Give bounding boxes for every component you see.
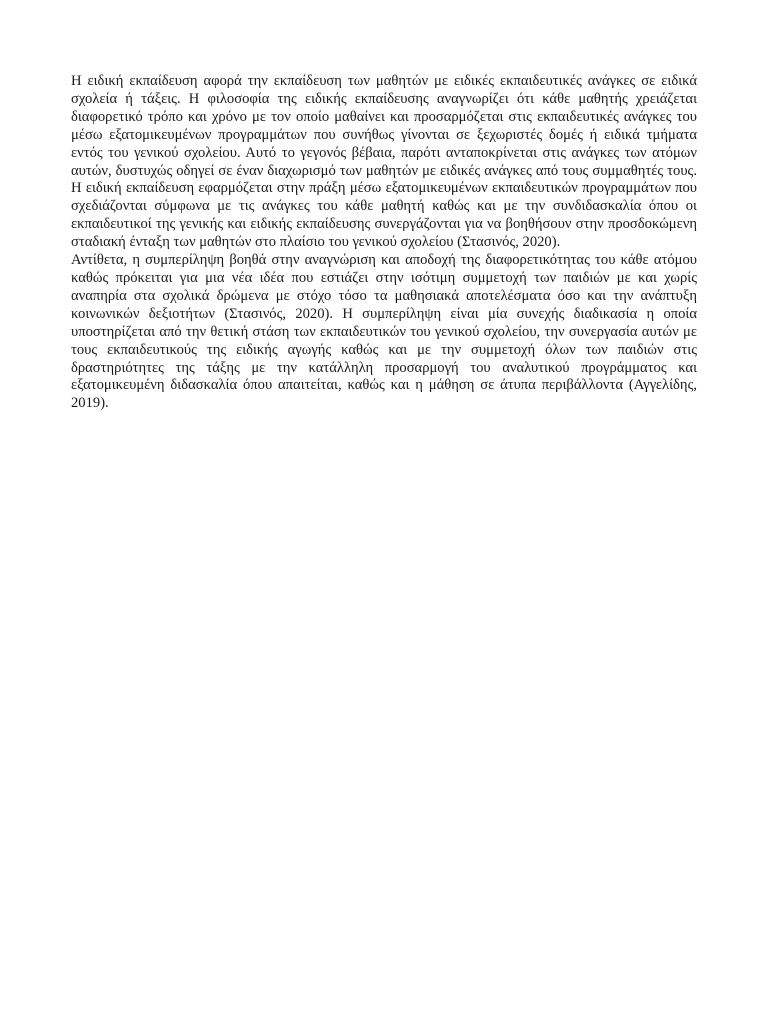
document-body xyxy=(71,73,697,413)
paragraph-inclusion: Αντίθετα, η συμπερίληψη βοηθά στην αναγνώριση και αποδοχή της διαφορετικότητας του κάθε ατόμου καθώς πρόκειται για μια νέα ιδέα που εστιάζει στην ισότιμη συμμετοχή των παιδιών με και χωρίς αναπηρία στα σχολικά δρώμενα με στόχο τόσο τα μαθησιακά αποτελέσματα όσο και την ανάπτυξη κοινωνικών δεξιοτήτων (Στασινός, 2020). Η συμπερίληψη είναι μία συνεχής διαδικασία η οποία υποστηρίζεται από την θετική στάση των εκπαιδευτικών του γενικού σχολείου, την συνεργασία αυτών με τους εκπαιδευτικούς της ειδικής αγωγής καθώς και με την συμμετοχή όλων των παιδιών στις δραστηριότητες της τάξης με την κατάλληλη προσαρμογή του αναλυτικού προγράμματος και εξατομικευμένη διδασκαλία όπου απαιτείται, καθώς και η μάθηση σε άτυπα περιβάλλοντα (Αγγελίδης, 2019). xyxy=(71,252,697,412)
paragraph-special-education: Η ειδική εκπαίδευση αφορά την εκπαίδευση των μαθητών με ειδικές εκπαιδευτικές ανάγκες σε ειδικά σχολεία ή τάξεις. Η φιλοσοφία της ειδικής εκπαίδευσης αναγνωρίζει ότι κάθε μαθητής χρειάζεται διαφορετικό τρόπο και χρόνο με τον οποίο μαθαίνει και προσαρμόζεται στις εκπαιδευτικές ανάγκες του μέσω εξατομικευμένων προγραμμάτων που συνήθως γίνονται σε ξεχωριστές δομές ή ειδικά τμήματα εντός του γενικού σχολείου. Αυτό το γεγονός βέβαια, παρότι ανταποκρίνεται στις ανάγκες των ατόμων αυτών, δυστυχώς οδηγεί σε έναν διαχωρισμό των μαθητών με ειδικές ανάγκες από τους συμμαθητές τους. Η ειδική εκπαίδευση εφαρμόζεται στην πράξη μέσω εξατομικευμένων εκπαιδευτικών προγραμμάτων που σχεδιάζονται σύμφωνα με τις ανάγκες του κάθε μαθητή καθώς και με την συνδιδασκαλία όπου οι εκπαιδευτικοί της γενικής και ειδικής εκπαίδευσης συνεργάζονται για να βοηθήσουν στην προσδοκώμενη σταδιακή ένταξη των μαθητών στο πλαίσιο του γενικού σχολείου (Στασινός, 2020). xyxy=(71,73,697,251)
